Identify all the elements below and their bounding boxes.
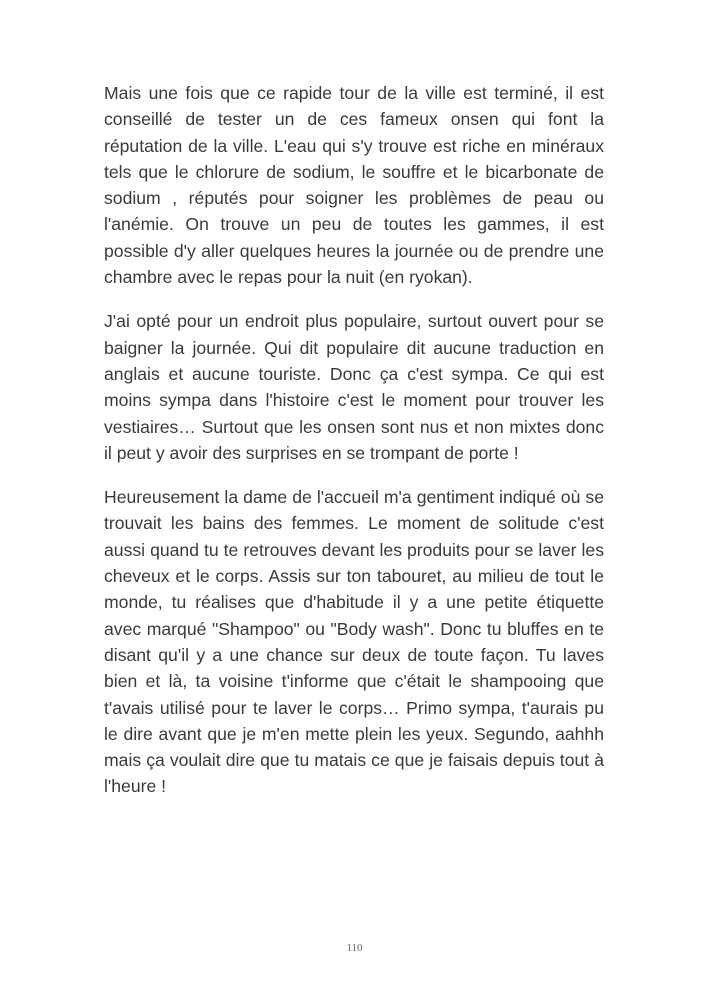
paragraph-3: Heureusement la dame de l'accueil m'a gentiment indiqué où se trouvait les bains des femmes. Le moment de solitude c'est aussi quand tu te retrouves devant les produits pour se laver les cheveux et le corps. Assis sur ton tabouret, au milieu de tout le monde, tu réalises que d'habitude il y a une petite étiquette avec marqué "Shampoo" ou "Body wash". Donc tu bluffes en te disant qu'il y a une chance sur deux de toute façon. Tu laves bien et là, ta voisine t'informe que c'était le shampooing que t'avais utilisé pour te laver le corps… Primo sympa, t'aurais pu le dire avant que je m'en mette plein les yeux. Segundo, aahhh mais ça voulait dire que tu matais ce que je faisais depuis tout à l'heure ! <box>104 487 604 797</box>
body-text <box>104 80 604 818</box>
paragraph-1: Mais une fois que ce rapide tour de la ville est terminé, il est conseillé de tester un de ces fameux onsen qui font la réputation de la ville. L'eau qui s'y trouve est riche en minéraux tels que le chlorure de sodium, le souffre et le bicarbonate de sodium , réputés pour soigner les problèmes de peau ou l'anémie. On trouve un peu de toutes les gammes, il est possible d'y aller quelques heures la journée ou de prendre une chambre avec le repas pour la nuit (en ryokan). <box>104 83 604 288</box>
paragraph-2: J'ai opté pour un endroit plus populaire, surtout ouvert pour se baigner la journée. Qui dit populaire dit aucune traduction en anglais et aucune touriste. Donc ça c'est sympa. Ce qui est moins sympa dans l'histoire c'est le moment pour trouver les vestiaires… Surtout que les onsen sont nus et non mixtes donc il peut y avoir des surprises en se trompant de porte ! <box>104 311 604 463</box>
page-number: 110 <box>346 942 363 954</box>
